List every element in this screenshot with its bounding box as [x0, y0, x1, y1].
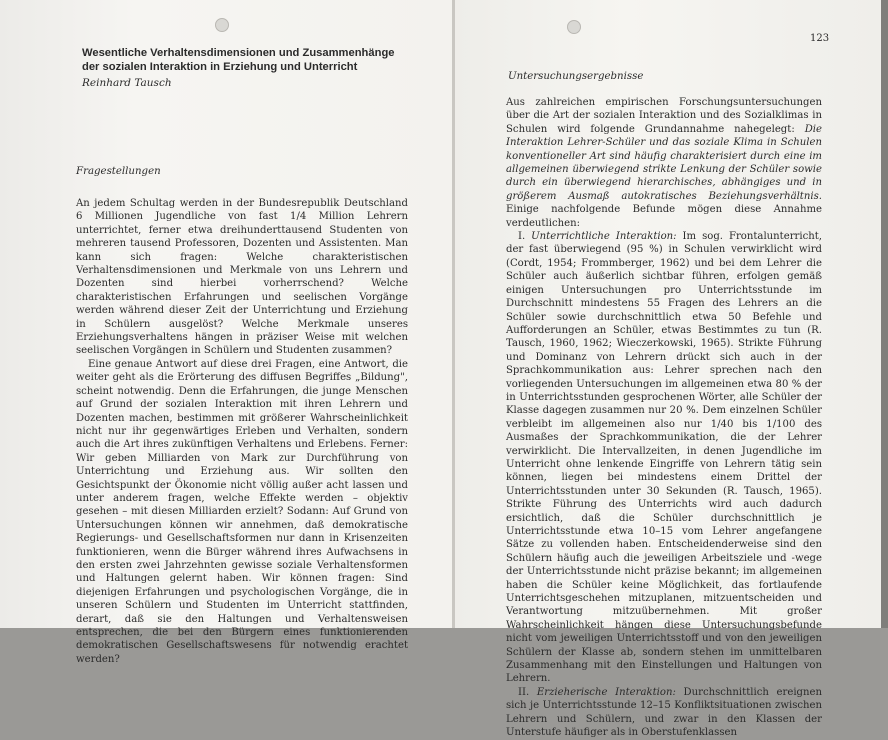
subheading: Unterrichtliche Interaktion: — [531, 231, 677, 243]
page-number: 123 — [810, 33, 830, 44]
left-body-text — [76, 197, 408, 666]
intro-emphasis: Die Interaktion Lehrer-Schüler und das soziale Klima in Schulen konventioneller Art sind häufig charakterisiert durch eine im allgemeinen überwiegend strikte Lenkung der Schüler sowie durch ein überwiegend hierarchisches, abhängiges und in größerem Ausmaß autokratisches Beziehungsverhältnis. — [506, 123, 822, 202]
paragraph: Eine genaue Antwort auf diese drei Fragen, eine Antwort, die weiter geht als die Erörterung des diffusen Begriffes „Bildung", scheint notwendig. Denn die Erfahrungen, die junge Menschen auf Grund der sozialen Interaktion mit ihren Lehrern und Dozenten machen, bestimmen mit größerer Wahrscheinlichkeit nicht nur ihr gegenwärtiges Erleben und Verhalten, sondern auch die Art ihres zukünftigen Verhaltens und Erlebens. Ferner: Wir geben Milliarden von Mark zur Durchführung von Unterrichtung und Erziehung aus. Wir sollten den Gesichtspunkt der Ökonomie nicht völlig außer acht lassen und unter anderem fragen, welche Effekte werden – objektiv gesehen – mit diesen Milliarden erzielt? Sodann: Auf Grund von Untersuchungen können wir annehmen, daß demokratische Regierungs- und Gesellschaftsformen nur dann in Krisenzeiten funktionieren, wenn die Bürger während ihres Aufwachsens in den ersten zwei Jahrzehnten gewisse soziale Verhaltensformen und Haltungen gelernt haben. Wir können fragen: Sind diejenigen Erfahrungen und psychologischen Vorgänge, die in unseren Schülern und Studenten im Unterricht stattfinden, derart, daß sie den Haltungen und Verhaltensweisen entsprechen, die bei den Bürgern eines funktionierenden demokratischen Gesellschaftswesens für notwendig erachtet werden? — [76, 358, 408, 665]
punch-hole — [567, 20, 581, 34]
section-heading-fragestellungen: Fragestellungen — [76, 166, 161, 177]
punch-hole — [215, 18, 229, 32]
paragraph-text: Im sog. Frontalunterricht, der fast überwiegend (95 %) in Schulen verwirklicht wird (Cordt, 1954; Frommberger, 1962) und bei dem Lehrer die Schüler auch äußerlich sichtbar führen, erfolgen gemäß einigen Untersuchungen pro Unterrichtsstunde im Durchschnitt mindestens 55 Fragen des Lehrers an die Schüler sowie durchschnittlich etwa 50 Befehle und Aufforderungen an Schüler, etwas Bestimmtes zu tun (R. Tausch, 1960, 1962; Wieczerkowski, 1965). Strikte Führung und Dominanz von Lehrern drückt sich auch in der Sprachkommunikation aus: Lehrer sprechen nach den vorliegenden Untersuchungen im allgemeinen etwa 80 % der in Unterrichtsstunden gesprochenen Wörter, alle Schüler der Klasse dagegen zusammen nur 20 %. Dem einzelnen Schüler verbleibt im allgemeinen also nur 1/40 bis 1/100 des Ausmaßes der Sprachkommunikation, die der Lehrer verwirklicht. Die Intervallzeiten, in denen Jugendliche im Unterricht ohne lenkende Eingriffe von Lehrern tätig sein können, liegen bei mindestens einem Drittel der Unterrichtsstunden unter 30 Sekunden (R. Tausch, 1965). Strikte Führung des Unterrichts wird auch dadurch ersichtlich, daß die Schüler durchschnittlich je Unterrichtsstunde etwa 10–15 vom Lehrer angefangene Sätze zu vollenden haben. Entscheidenderweise sind den Schülern häufig auch die jeweiligen Arbeitsziele und -wege der Unterrichtsstunde nicht präzise bekannt; im allgemeinen haben die Schüler keine Möglichkeit, das fortlaufende Unterrichtsgeschehen mitzuplanen, mitzuentscheiden und Verantwortung mitzuübernehmen. Mit großer Wahrscheinlichkeit hängen diese Untersuchungsbefunde nicht vom jeweiligen Unterrichtsstoff und von den jeweiligen Schülern der Klasse ab, sondern stehen im unmittelbaren Zusammenhang mit den Einstellungen und Haltungen von Lehrern. — [506, 231, 823, 685]
paragraph-text: Durchschnittlich ereignen sich je Unterrichtsstunde 12–15 Konfliktsituationen zwischen Lehrern und Schülern, und zwar in den Klassen der Unterstufe häufiger als in Oberstufenklassen — [506, 686, 822, 739]
subheading: Erzieherische Interaktion: — [536, 686, 676, 698]
list-marker: I. — [518, 231, 532, 243]
paragraph-intro — [506, 96, 822, 230]
article-author: Reinhard Tausch — [82, 77, 172, 89]
article-title: Wesentliche Verhaltensdimensionen und Zusammenhänge der sozialen Interaktion in Erziehung und Unterricht — [82, 47, 395, 73]
right-body-text — [506, 96, 822, 740]
paragraph: An jedem Schultag werden in der Bundesrepublik Deutschland 6 Millionen Jugendliche von fast 1/4 Million Lehrern unterrichtet, ferner etwa dreihunderttausend Studenten von mehreren tausend Professoren, Dozenten und Assistenten. Man kann sich fragen: Welche charakteristischen Verhaltensdimensionen und Merkmale von uns Lehrern und Dozenten sind hierbei vorherrschend? Welche charakteristischen Erfahrungen und seelischen Vorgänge werden während dieser Zeit der Unterrichtung und Erziehung in Schülern ausgelöst? Welche Merkmale unseres Erziehungsverhaltens hängen in präziser Weise mit welchen seelischen Vorgängen in Schülern und Studenten zusammen? — [76, 198, 408, 357]
intro-tail: Einige nachfolgende Befunde mögen diese Annahme verdeutlichen: — [506, 204, 822, 229]
scan-edge — [881, 0, 888, 628]
intro-text: Aus zahlreichen empirischen Forschungsuntersuchungen über die Art der sozialen Interaktion und des Sozialklimas in Schulen wird folgende Grundannahme nahegelegt: — [506, 97, 822, 135]
paragraph-erzieherische-interaktion — [506, 686, 822, 740]
section-heading-untersuchungsergebnisse: Untersuchungsergebnisse — [508, 71, 644, 82]
left-page — [0, 0, 452, 665]
right-page — [455, 0, 881, 739]
list-marker: II. — [518, 686, 537, 698]
paragraph-unterrichtliche-interaktion — [506, 230, 822, 686]
